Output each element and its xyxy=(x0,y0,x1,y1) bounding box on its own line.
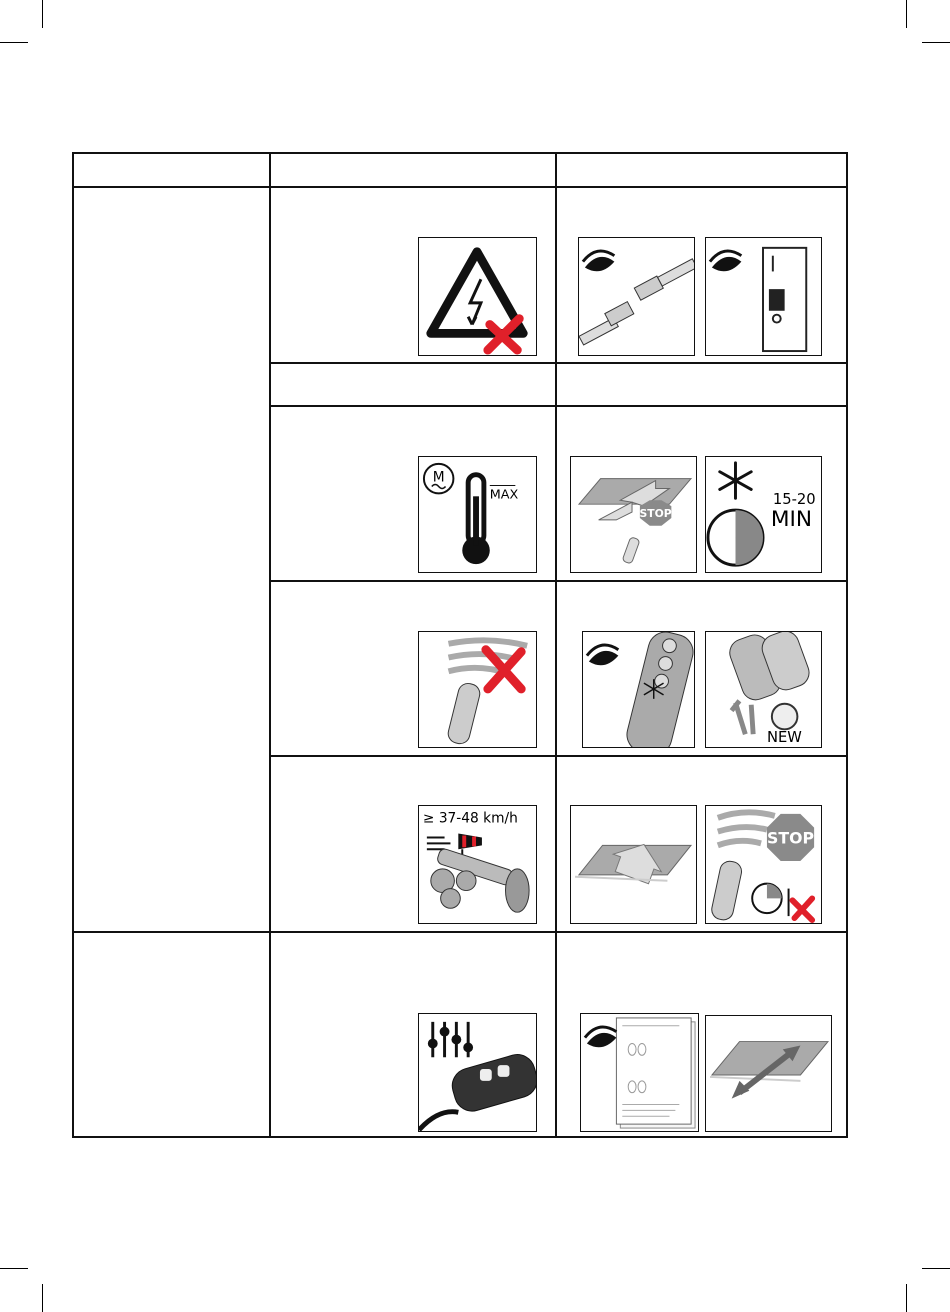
inspect-connector-picture xyxy=(578,237,695,356)
row-divider xyxy=(269,405,848,407)
column-divider xyxy=(269,152,271,1138)
awning-stop-picture xyxy=(570,456,697,573)
svg-text:M: M xyxy=(432,469,445,486)
row-divider xyxy=(72,931,848,933)
remote-stop-timer-icon xyxy=(706,806,821,923)
eye-inspect-manual-icon xyxy=(581,1014,698,1131)
row-divider xyxy=(269,755,848,757)
remote-no-signal-icon xyxy=(419,632,536,747)
crop-mark xyxy=(0,1268,28,1269)
snowflake-timer-icon xyxy=(706,457,821,572)
crop-mark xyxy=(922,1268,950,1269)
wind-sensor-picture xyxy=(418,805,537,924)
eye-inspect-circuit-breaker-icon xyxy=(706,238,821,355)
electric-warning-picture xyxy=(418,237,537,356)
awning-adjust-icon xyxy=(706,1016,831,1131)
eye-inspect-remote-led-icon xyxy=(583,632,694,747)
stop-label: STOP xyxy=(639,506,672,520)
remote-battery-replace-icon xyxy=(706,632,821,747)
wind-speed-label: ≥ 37-48 km/h xyxy=(422,810,518,827)
row-divider xyxy=(269,362,848,364)
cooldown-picture xyxy=(705,456,822,573)
battery-replace-picture xyxy=(705,631,822,748)
inspect-breaker-picture xyxy=(705,237,822,356)
awning-adjust-picture xyxy=(705,1015,832,1132)
eye-inspect-connector-icon xyxy=(579,238,694,355)
wind-sensor-icon xyxy=(419,806,536,923)
inspect-remote-picture xyxy=(582,631,695,748)
crop-mark xyxy=(0,42,28,43)
row-divider xyxy=(269,580,848,582)
cooldown-minutes-label: 15-20 xyxy=(772,491,816,509)
header-divider xyxy=(72,186,848,188)
motor-thermal-picture xyxy=(418,456,537,573)
crop-mark xyxy=(906,0,907,28)
new-battery-label: NEW xyxy=(766,729,802,747)
crop-mark xyxy=(42,1284,43,1312)
motor-thermal-max-icon xyxy=(419,457,536,572)
awning-retract-picture xyxy=(570,805,697,924)
awning-retract-icon xyxy=(571,806,696,923)
settings-remote-icon xyxy=(419,1014,536,1131)
awning-stop-remote-icon xyxy=(571,457,696,572)
max-label: MAX xyxy=(489,487,519,503)
crop-mark xyxy=(42,0,43,28)
remote-no-signal-picture xyxy=(418,631,537,748)
stop-sign-label: STOP xyxy=(767,828,814,848)
column-divider xyxy=(555,152,557,1138)
cooldown-unit-label: MIN xyxy=(770,506,813,532)
settings-remote-picture xyxy=(418,1013,537,1132)
inspect-manual-picture xyxy=(580,1013,699,1132)
crop-mark xyxy=(906,1284,907,1312)
remote-stop-timer-picture xyxy=(705,805,822,924)
crop-mark xyxy=(922,42,950,43)
warning-electric-prohibited-icon xyxy=(419,238,536,355)
